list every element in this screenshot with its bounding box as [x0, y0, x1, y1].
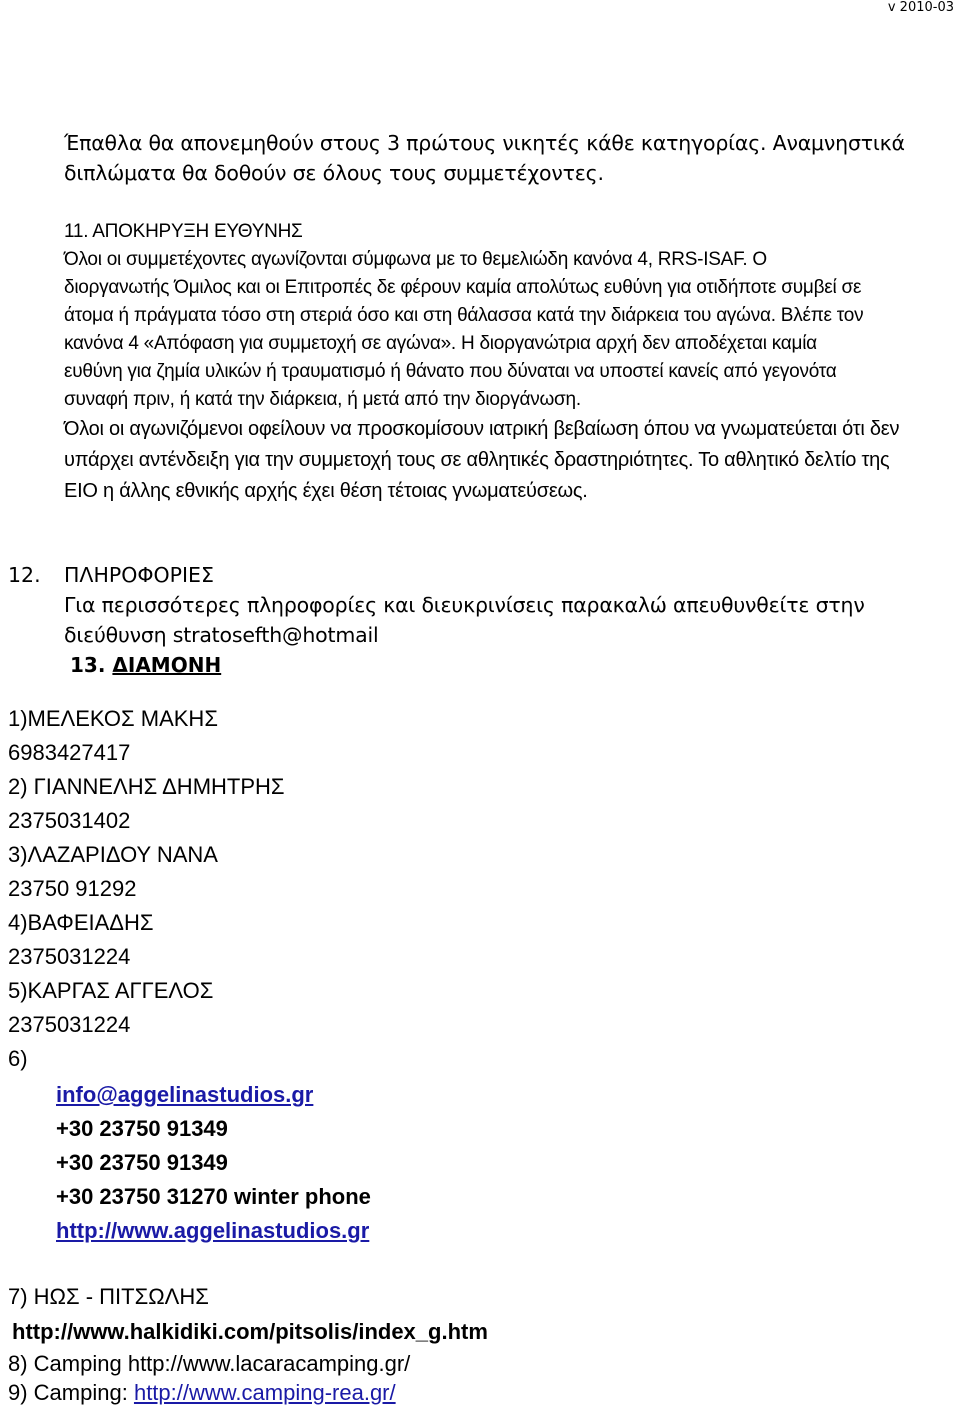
contact-phone: 6983427417 — [8, 740, 131, 765]
disclaimer-line: ευθύνη για ζημία υλικών ή τραυματισμό ή θάνατο που δύναται να υποστεί κανείς από γεγονότα — [64, 361, 837, 382]
prizes-line-2: διπλώματα θα δοθούν σε όλους τους συμμετέχοντες. — [64, 161, 604, 185]
aggelina-email-link[interactable]: info@aggelinastudios.gr — [56, 1082, 314, 1107]
section-13-number: 13. — [70, 653, 113, 677]
section-13-title: ΔΙΑΜΟΝΗ — [112, 653, 222, 677]
info-line-1: Για περισσότερες πληροφορίες και διευκρινίσεις παρακαλώ απευθυνθείτε στην — [64, 593, 865, 617]
section-12-number: 12. — [8, 563, 41, 587]
info-line-2: διεύθυνση stratosefth@hotmail — [64, 623, 379, 647]
contact-phone: 2375031224 — [8, 1012, 131, 1037]
prizes-line-1: Έπαθλα θα απονεμηθούν στους 3 πρώτους νικητές κάθε κατηγορίας. Αναμνηστικά — [64, 131, 905, 155]
disclaimer-line: ΕΙΟ η άλλης εθνικής αρχής έχει θέση τέτοιας γνωματεύσεως. — [64, 480, 588, 502]
disclaimer-line: διοργανωτής Όμιλος και οι Επιτροπές δε φέρουν καμία απολύτως ευθύνη για οτιδήποτε συμβεί σε — [64, 277, 862, 298]
section-11-disclaimer — [64, 218, 899, 507]
section-13-heading — [70, 652, 221, 678]
accommodation-contacts — [8, 702, 285, 1076]
contact-name: 1)ΜΕΛΕΚΟΣ ΜΑΚΗΣ — [8, 706, 218, 731]
contact-phone: 2375031224 — [8, 944, 131, 969]
item-9-camping — [8, 1379, 396, 1407]
item-9-prefix: 9) Camping: — [8, 1380, 134, 1405]
contact-phone: 2375031402 — [8, 808, 131, 833]
disclaimer-line: κανόνα 4 «Απόφαση για συμμετοχή σε αγώνα». Η διοργανώτρια αρχή δεν αποδέχεται καμία — [64, 333, 817, 354]
section-12-info — [8, 560, 865, 650]
version-label: v 2010-03 — [887, 0, 954, 15]
pitsolis-url: http://www.halkidiki.com/pitsolis/index_g.htm — [12, 1319, 488, 1344]
contact-name: 3)ΛΑΖΑΡΙΔΟΥ ΝΑΝΑ — [8, 842, 218, 867]
aggelina-winter-phone: +30 23750 31270 winter phone — [56, 1184, 371, 1209]
aggelina-phone: +30 23750 91349 — [56, 1150, 228, 1175]
contact-name: 6) — [8, 1046, 28, 1071]
contact-name: 4)ΒΑΦΕΙΑΔΗΣ — [8, 910, 154, 935]
camping-rea-link[interactable]: http://www.camping-rea.gr/ — [133, 1380, 396, 1405]
aggelina-studios-info — [56, 1078, 371, 1248]
item-8-camping: 8) Camping http://www.lacaracamping.gr/ — [8, 1351, 411, 1376]
item-7-label: 7) ΗΩΣ - ΠΙΤΣΩΛΗΣ — [8, 1284, 209, 1309]
disclaimer-line: Όλοι οι συμμετέχοντες αγωνίζονται σύμφωνα με το θεμελιώδη κανόνα 4, RRS-ISAF. Ο — [64, 249, 767, 270]
contact-name: 2) ΓΙΑΝΝΕΛΗΣ ΔΗΜΗΤΡΗΣ — [8, 774, 285, 799]
disclaimer-line: Όλοι οι αγωνιζόμενοι οφείλουν να προσκομίσουν ιατρική βεβαίωση όπου να γνωματεύεται ότι δεν — [64, 418, 900, 440]
disclaimer-line: άτομα ή πράγματα τόσο στη στεριά όσο και στη θάλασσα κατά την διάρκεια του αγώνα. Βλέπε τον — [64, 305, 864, 326]
aggelina-website-link[interactable]: http://www.aggelinastudios.gr — [56, 1218, 370, 1243]
contact-name: 5)ΚΑΡΓΑΣ ΑΓΓΕΛΟΣ — [8, 978, 214, 1003]
disclaimer-line: συναφή πριν, ή κατά την διάρκεια, ή μετά από την διοργάνωση. — [64, 389, 581, 410]
section-11-title: 11. ΑΠΟΚΗΡΥΞΗ ΕΥΘΥΝΗΣ — [64, 221, 303, 242]
disclaimer-line: υπάρχει αντένδειξη για την συμμετοχή τους σε αθλητικές δραστηριότητες. Το αθλητικό δελτίο της — [64, 449, 890, 471]
aggelina-phone: +30 23750 91349 — [56, 1116, 228, 1141]
prizes-paragraph — [64, 128, 905, 188]
section-12-title: ΠΛΗΡΟΦΟΡΙΕΣ — [64, 563, 214, 587]
contact-phone: 23750 91292 — [8, 876, 137, 901]
